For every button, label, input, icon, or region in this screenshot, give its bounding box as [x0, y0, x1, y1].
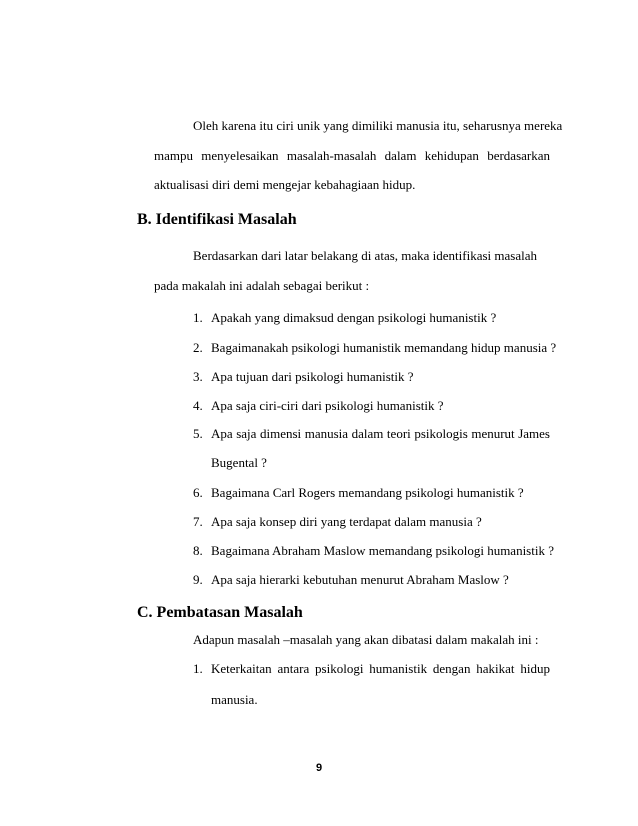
list-item-number: 2.	[193, 340, 203, 355]
list-item-text: Apakah yang dimaksud dengan psikologi humanistik ?	[211, 310, 497, 325]
intro-line-2: mampu menyelesaikan masalah-masalah dalam kehidupan berdasarkan	[154, 148, 550, 163]
list-item-number: 7.	[193, 514, 203, 529]
list-item-number: 1.	[193, 310, 203, 325]
list-item-text: Bagaimana Carl Rogers memandang psikologi humanistik ?	[211, 485, 524, 500]
list-item-text: Apa tujuan dari psikologi humanistik ?	[211, 369, 414, 384]
list-item-text: Bagaimanakah psikologi humanistik memandang hidup manusia ?	[211, 340, 557, 355]
list-item-number: 4.	[193, 398, 203, 413]
list-item-number: 3.	[193, 369, 203, 384]
list-item-text: Apa saja hierarki kebutuhan menurut Abraham Maslow ?	[211, 572, 509, 587]
section-c-paragraph-line-1: Adapun masalah –masalah yang akan dibatasi dalam makalah ini :	[193, 632, 539, 647]
section-b-paragraph-line-2: pada makalah ini adalah sebagai berikut :	[154, 278, 370, 293]
list-item-text: Bagaimana Abraham Maslow memandang psikologi humanistik ?	[211, 543, 554, 558]
list-item-number: 8.	[193, 543, 203, 558]
list-item-number: 6.	[193, 485, 203, 500]
list-item-text: Keterkaitan antara psikologi humanistik dengan hakikat hidup	[211, 661, 550, 676]
list-item-text-continued: manusia.	[211, 692, 258, 707]
section-heading-identifikasi: B. Identifikasi Masalah	[137, 211, 297, 228]
intro-line-1: Oleh karena itu ciri unik yang dimiliki manusia itu, seharusnya mereka	[193, 118, 563, 133]
section-b-paragraph-line-1: Berdasarkan dari latar belakang di atas, maka identifikasi masalah	[193, 248, 537, 263]
list-item-number: 1.	[193, 661, 203, 676]
list-item-text: Apa saja konsep diri yang terdapat dalam manusia ?	[211, 514, 482, 529]
page-number: 9	[315, 762, 323, 774]
list-item-text: Apa saja dimensi manusia dalam teori psikologis menurut James	[211, 426, 550, 441]
intro-line-3: aktualisasi diri demi mengejar kebahagiaan hidup.	[154, 177, 416, 192]
list-item-number: 5.	[193, 426, 203, 441]
list-item-number: 9.	[193, 572, 203, 587]
list-item-text-continued: Bugental ?	[211, 455, 267, 470]
section-heading-pembatasan: C. Pembatasan Masalah	[137, 604, 303, 621]
list-item-text: Apa saja ciri-ciri dari psikologi humanistik ?	[211, 398, 444, 413]
